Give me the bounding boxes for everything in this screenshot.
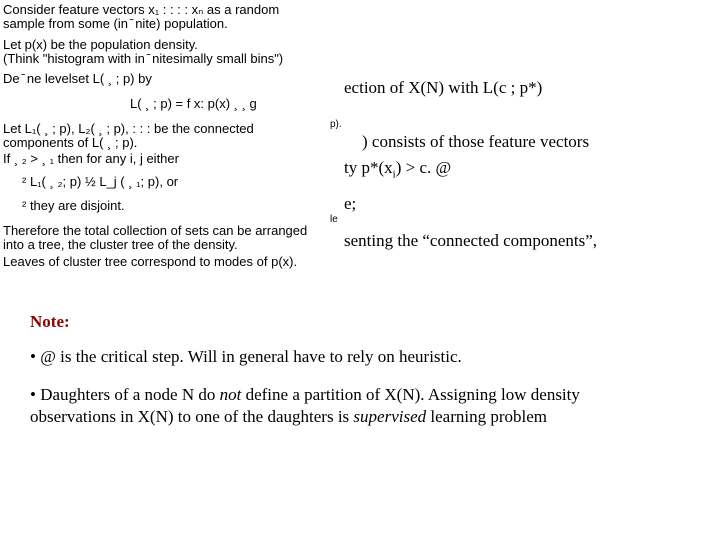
note-bullet-2-part-a: • Daughters of a node N do xyxy=(30,385,220,404)
bg-line-2 xyxy=(362,132,589,152)
overlay-line: Consider feature vectors x₁ : : : : xₙ as a random xyxy=(3,2,280,17)
overlay-line: sample from some (in ̄ nite) population. xyxy=(3,16,228,31)
overlay-line: into a tree, the cluster tree of the density. xyxy=(3,237,238,252)
overlay-bullet: ² they are disjoint. xyxy=(22,198,125,213)
note-title: Note: xyxy=(30,312,70,331)
overlay-line: De ̄ ne levelset L( ¸ ; p) by xyxy=(3,71,152,86)
overlay-line: Let L₁( ¸ ; p), L₂( ¸ ; p), : : : be the connected xyxy=(3,121,254,136)
bg-line-4 xyxy=(344,194,356,214)
bg-line-2-text: ) consists of those feature vectors xyxy=(362,132,590,151)
bg-line-3-text: ty p*(x xyxy=(344,158,393,177)
note-bullet-2-part-c: learning problem xyxy=(426,407,547,426)
overlay-line: (Think "histogram with in ̄ nitesimally small bins") xyxy=(3,51,284,66)
bg-line-3 xyxy=(344,158,451,184)
overlay-fragment: le xyxy=(330,214,338,225)
note-bullet-2-emphasis-supervised: supervised xyxy=(353,407,427,426)
note-bullet-2-emphasis-not: not xyxy=(219,385,242,404)
overlay-image xyxy=(0,0,340,270)
bg-line-4-text: e; xyxy=(344,194,357,213)
bg-line-1-text: ection of X(N) with L(c ; p*) xyxy=(344,78,543,97)
overlay-line: Therefore the total collection of sets can be arranged xyxy=(3,223,308,238)
bg-line-5-text: senting the “connected components”, xyxy=(344,231,598,250)
bg-line-3-tail: ) > c. @ xyxy=(395,158,452,177)
note-bullet-2-part-b: define a partition of X(N). Assigning low density observations in X(N) to one of the daughters is xyxy=(30,385,580,426)
note-bullet-2 xyxy=(30,384,670,428)
bg-line-3-subscript: i xyxy=(392,168,396,181)
overlay-fragment: p). xyxy=(330,119,342,130)
overlay-line: Leaves of cluster tree correspond to modes of p(x). xyxy=(3,254,298,269)
bg-line-1 xyxy=(344,78,542,98)
overlay-formula: L( ¸ ; p) = f x: p(x) ¸ ¸ g xyxy=(130,96,257,111)
overlay-line: components of L( ¸ ; p). xyxy=(3,135,138,150)
overlay-bullet: ² L₁( ¸ ₂; p) ½ L_j ( ¸ ₁; p), or xyxy=(22,174,179,189)
overlay-line: Let p(x) be the population density. xyxy=(3,37,198,52)
overlay-line: If ¸ ₂ > ¸ ₁ then for any i, j either xyxy=(3,151,179,166)
note-bullet-1: • @ is the critical step. Will in general have to rely on heuristic. xyxy=(30,347,462,366)
bg-line-5 xyxy=(344,231,597,251)
